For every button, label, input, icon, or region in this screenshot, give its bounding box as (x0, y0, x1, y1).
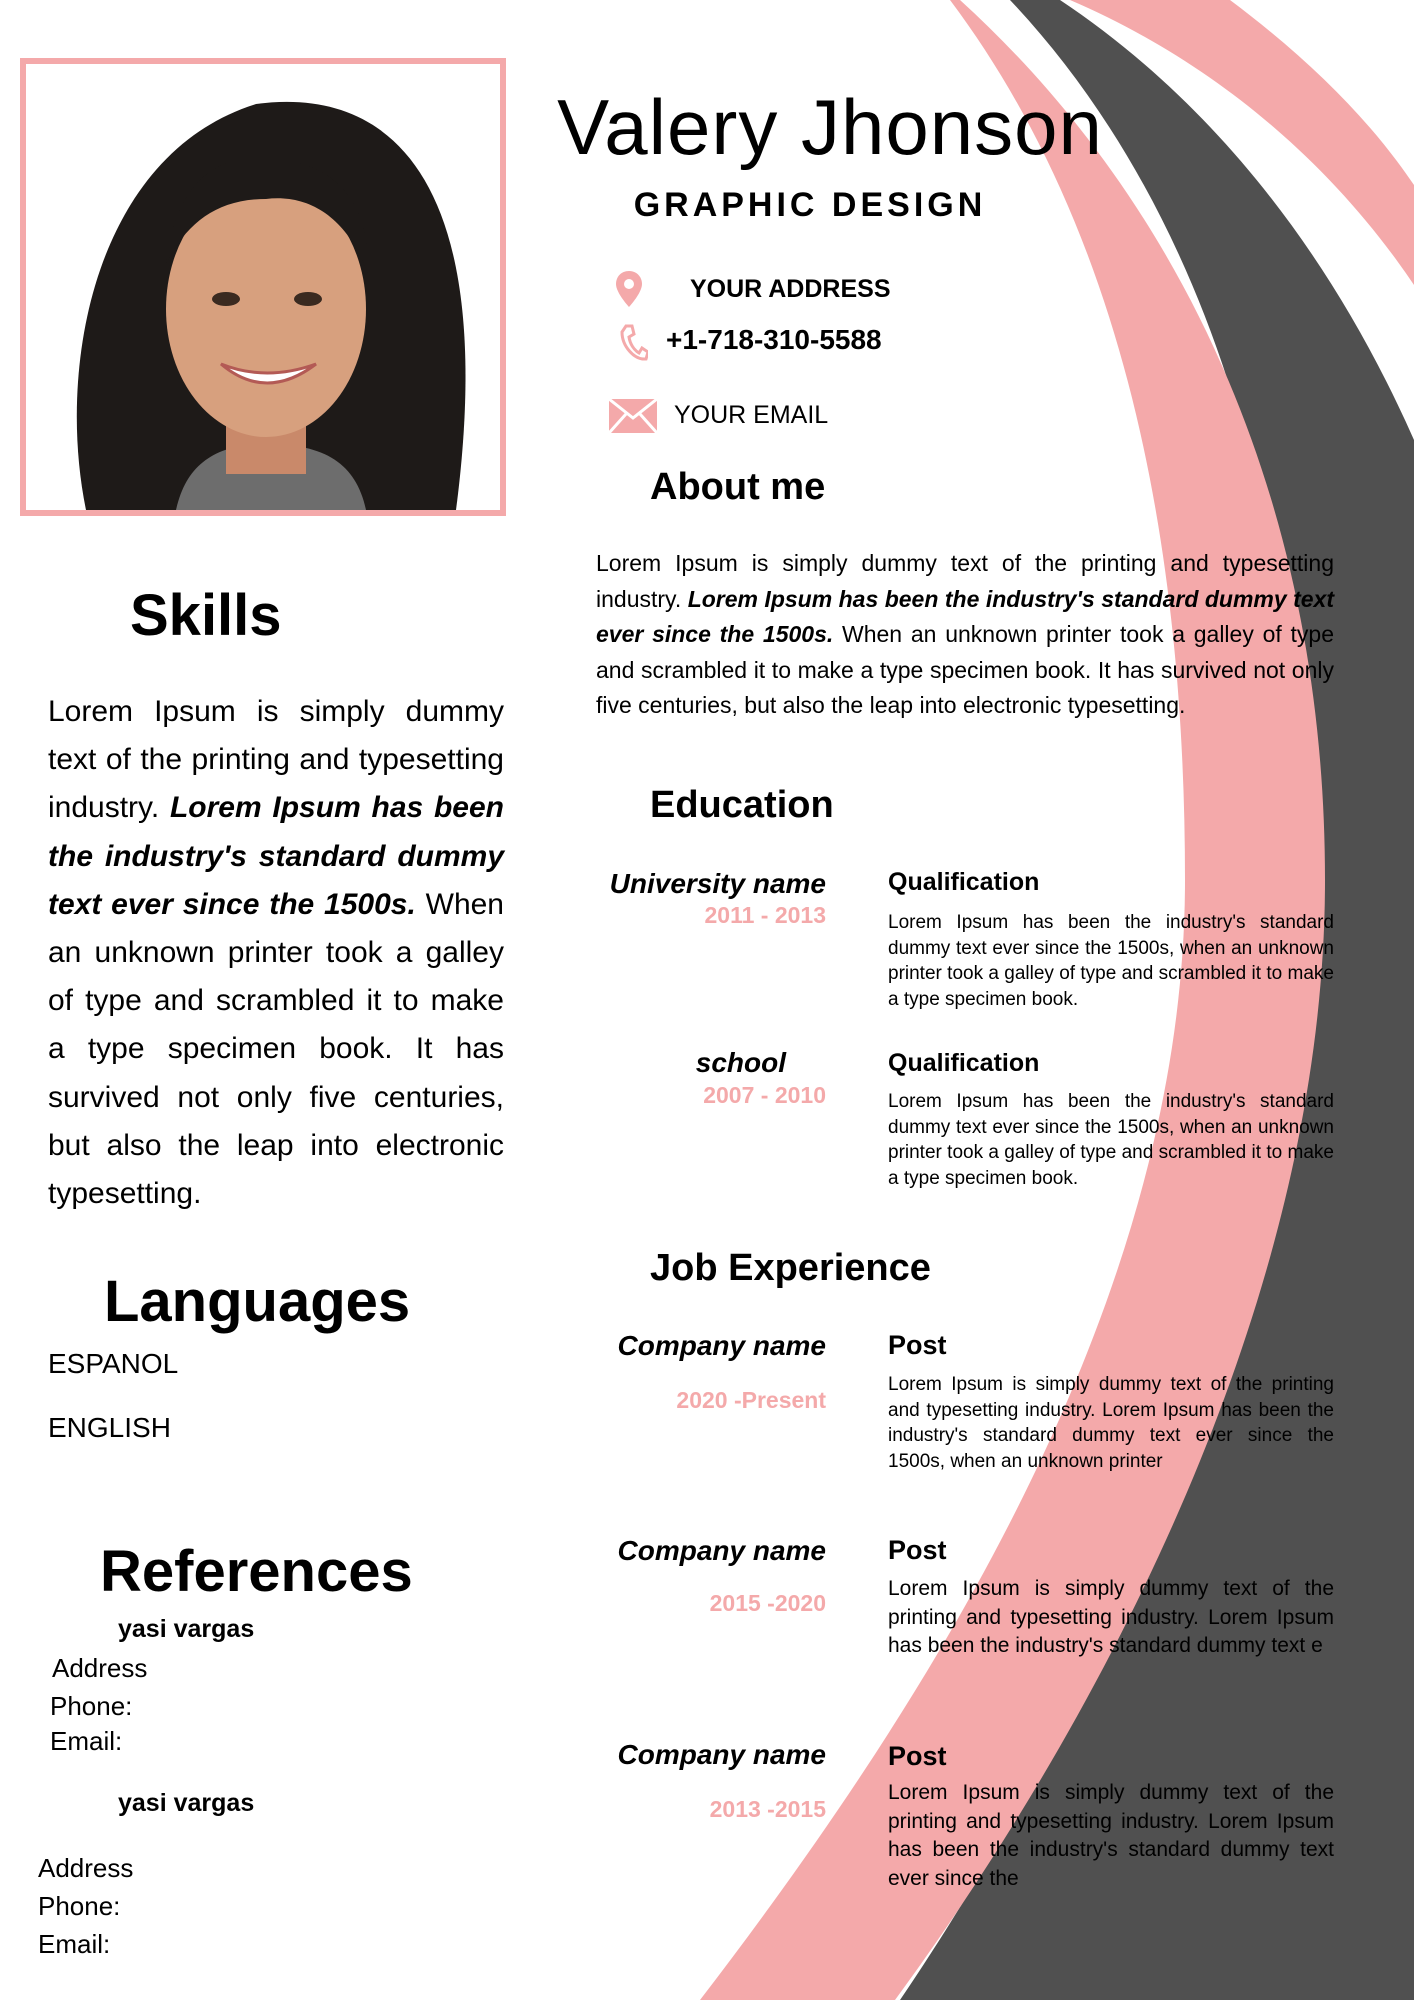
contact-address: YOUR ADDRESS (690, 275, 891, 303)
job-post: Post (888, 1535, 947, 1565)
reference-name: yasi vargas (118, 1789, 255, 1817)
education-qualification: Qualification (888, 1049, 1040, 1077)
education-dates: 2007 - 2010 (703, 1082, 826, 1108)
candidate-name: Valery Jhonson (557, 83, 1103, 171)
reference-phone: Phone: (38, 1891, 121, 1921)
languages-heading: Languages (104, 1269, 411, 1334)
language-item: ENGLISH (48, 1412, 171, 1443)
jobs-heading: Job Experience (650, 1247, 931, 1289)
job-description: Lorem Ipsum is simply dummy text of the printing and typesetting industry. Lorem Ipsum has been the industry's standard dummy text ever since the (888, 1781, 1334, 1890)
job-company: Company name (617, 1330, 826, 1361)
about-text: Lorem Ipsum is simply dummy text of the printing and typesetting industry. Lorem Ipsum has been the industry's standard dummy text ever since the 1500s. When an unknown printer took a galley of type and scrambled it to make a type specimen book. It has survived not only five centuries, but also the leap into electronic typesetting. (596, 550, 1335, 718)
reference-email: Email: (38, 1929, 111, 1959)
job-description: Lorem Ipsum is simply dummy text of the printing and typesetting industry. Lorem Ipsum has been the industry's standard dummy text ever since the 1500s, when an unknown printer (888, 1374, 1334, 1472)
skills-text: Lorem Ipsum is simply dummy text of the printing and typesetting industry. Lorem Ipsum has been the industry's standard dummy text ever since the 1500s. When an unknown printer took a galley of type and scrambled it to make a type specimen book. It has survived not only five centuries, but also the leap into electronic typesetting. (48, 695, 504, 1211)
portrait-illustration (26, 64, 500, 510)
about-heading: About me (650, 466, 826, 508)
profile-photo (20, 58, 506, 516)
job-title: GRAPHIC DESIGN (633, 186, 987, 224)
contact-email: YOUR EMAIL (674, 401, 829, 429)
job-dates: 2020 -Present (676, 1387, 826, 1413)
job-post: Post (888, 1741, 947, 1771)
reference-name: yasi vargas (118, 1615, 255, 1643)
education-school: University name (609, 868, 826, 899)
reference-phone: Phone: (50, 1691, 133, 1721)
references-heading: References (100, 1539, 413, 1604)
education-qualification: Qualification (888, 868, 1040, 896)
phone-icon (618, 322, 648, 362)
education-dates: 2011 - 2013 (704, 902, 826, 928)
map-pin-icon (614, 270, 644, 308)
envelope-icon (608, 398, 658, 434)
education-school: school (695, 1047, 786, 1078)
education-description: Lorem Ipsum has been the industry's standard dummy text ever since the 1500s, when an unknown printer took a galley of type and scrambled it to make a type specimen book. (888, 912, 1334, 1010)
reference-address: Address (38, 1853, 134, 1883)
contact-phone: +1-718-310-5588 (666, 324, 882, 355)
skills-heading: Skills (130, 583, 282, 648)
reference-email: Email: (50, 1726, 123, 1756)
reference-address: Address (52, 1653, 148, 1683)
education-heading: Education (650, 784, 834, 826)
job-description: Lorem Ipsum is simply dummy text of the printing and typesetting industry. Lorem Ipsum has been the industry's standard dummy text e (888, 1577, 1334, 1657)
job-dates: 2013 -2015 (709, 1796, 826, 1822)
job-dates: 2015 -2020 (709, 1590, 826, 1616)
job-company: Company name (617, 1739, 826, 1770)
language-item: ESPANOL (48, 1348, 179, 1379)
job-post: Post (888, 1330, 947, 1360)
job-company: Company name (617, 1535, 826, 1566)
education-description: Lorem Ipsum has been the industry's standard dummy text ever since the 1500s, when an unknown printer took a galley of type and scrambled it to make a type specimen book. (888, 1091, 1334, 1189)
